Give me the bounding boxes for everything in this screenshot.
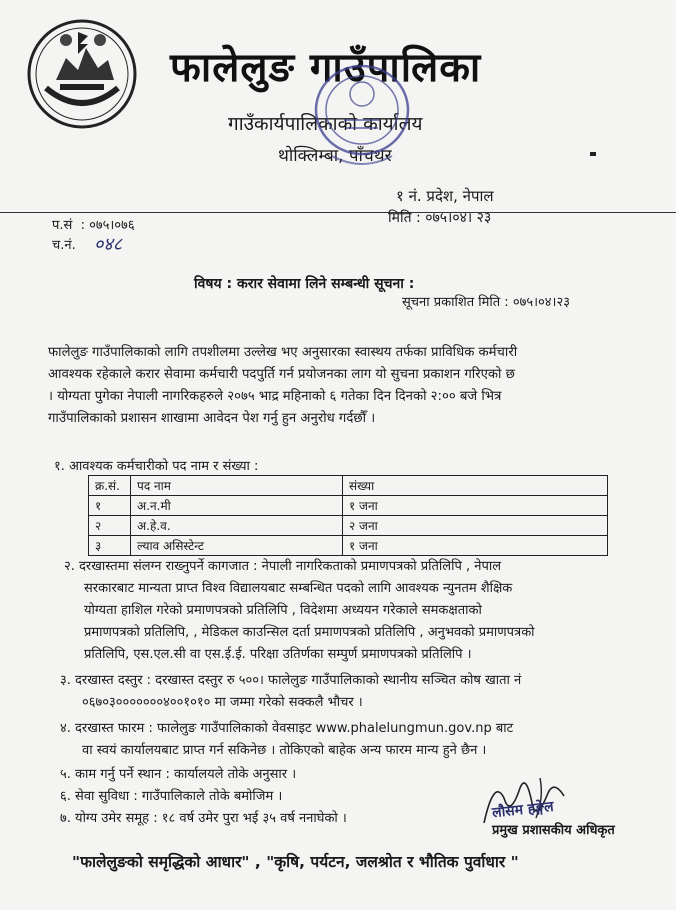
posts-table	[88, 475, 608, 556]
table-cell: ३	[89, 536, 131, 556]
item-2-line: योग्यता हाशिल गरेको प्रमाणपत्रको प्रतिलिपि , विदेशमा अध्ययन गरेकाले समकक्षताको	[84, 603, 482, 618]
office-seal-icon	[312, 60, 412, 172]
ref-ps-label: प.सं	[52, 218, 73, 233]
item-3-line: ०६७०३०००००००४००१०१० मा जम्मा गरेको सक्कलै भौचर ।	[82, 695, 363, 710]
intro-line: गाउँपालिकाको प्रशासन शाखामा आवेदन पेश गर्नु हुन अनुरोध गर्दछौँ ।	[48, 411, 376, 426]
ref-cn-value: ०४८	[94, 234, 123, 255]
ref-ps-value: : ०७५।०७६	[80, 218, 135, 233]
table-row	[89, 516, 608, 536]
office-location: थोक्लिम्बा, पाँचथर	[278, 146, 392, 166]
intro-paragraph	[48, 342, 608, 430]
table-cell: १ जना	[343, 496, 608, 516]
table-cell: १ जना	[343, 536, 608, 556]
table-cell: अ.न.मी	[131, 496, 343, 516]
ink-mark	[590, 152, 596, 156]
col-header: क्र.सं.	[89, 476, 131, 496]
office-name: गाउँकार्यपालिकाको कार्यालय	[228, 113, 423, 135]
slogan: "फालेलुङको समृद्धिको आधार" , "कृषि, पर्यटन, जलश्रोत र भौतिक पुर्वाधार "	[72, 853, 519, 871]
ref-ps	[52, 215, 135, 233]
published-date: सूचना प्रकाशित मिति : ०७५।०४।२३	[402, 295, 570, 310]
item-2-line: २. दरखास्तमा संलग्न राख्नुपर्ने कागजात : नेपाली नागरिकताको प्रमाणपत्रको प्रतिलिपि , नेपाल	[64, 559, 502, 574]
table-header-row	[89, 476, 608, 496]
intro-line: फालेलुङ गाउँपालिकाको लागि तपशीलमा उल्लेख भए अनुसारका स्वास्थय तर्फका प्राविधिक कर्मचारी	[48, 345, 518, 360]
item-2-line: प्रमाणपत्रको प्रतिलिपि, , मेडिकल काउन्सिल दर्ता प्रमाणपत्रको प्रतिलिपि , अनुभवको प्रमाणपत्रको	[84, 625, 535, 640]
header-divider	[0, 212, 676, 213]
table-cell: २	[89, 516, 131, 536]
item-6-line: ६. सेवा सुविधा : गाउँपालिकाले तोके बमोजिम ।	[60, 789, 283, 804]
table-cell: ल्याव असिस्टेन्ट	[131, 536, 343, 556]
signatory-name: लौसम हङ्गेल	[491, 798, 555, 822]
table-cell: १	[89, 496, 131, 516]
org-name: फालेलुङ गाउँपालिका	[170, 45, 482, 91]
item-3-line: ३. दरखास्त दस्तुर : दरखास्त दस्तुर रु ५००। फालेलुङ गाउँपालिकाको स्थानीय सञ्चित कोष खाता नं	[60, 673, 522, 688]
item-2-line: प्रतिलिपि, एस.एल.सी वा एस.ई.ई. परिक्षा उतिर्णका सम्पुर्ण प्रमाणपत्रको प्रतिलिपि ।	[84, 647, 472, 662]
item-2-line: सरकारबाट मान्यता प्राप्त विश्व विद्यालयबाट सम्बन्धित पदको लागि आवश्यक न्युनतम शैक्षिक	[84, 581, 513, 596]
subject-line: विषय : करार सेवामा लिने सम्बन्धी सूचना :	[194, 276, 415, 292]
signatory-role: प्रमुख प्रशासकीय अधिकृत	[492, 823, 615, 838]
item-7-line: ७. योग्य उमेर समूह : १८ वर्ष उमेर पुरा भई ३५ वर्ष ननाघेको ।	[60, 811, 347, 826]
col-header: पद नाम	[131, 476, 343, 496]
item-4-line: वा स्वयं कार्यालयबाट प्राप्त गर्न सकिनेछ । तोकिएको बाहेक अन्य फारम मान्य हुने छैन ।	[82, 743, 487, 758]
item-4-line: ४. दरखास्त फारम : फालेलुङ गाउँपालिकाको वेवसाइट www.phalelungmun.gov.np बाट	[60, 721, 514, 736]
table-row	[89, 496, 608, 516]
intro-line: । योग्यता पुगेका नेपाली नागरिकहरुले २०७५ भाद्र महिनाको ६ गतेका दिन दिनको २:०० बजे भित्र	[48, 389, 502, 404]
table-row	[89, 536, 608, 556]
nepal-emblem-icon	[26, 18, 138, 130]
letter-date: मिति : ०७५।०४। २३	[388, 210, 492, 226]
table-cell: अ.हे.व.	[131, 516, 343, 536]
col-header: संख्या	[343, 476, 608, 496]
section-1-heading: १. आवश्यक कर्मचारीको पद नाम र संख्या :	[54, 459, 259, 474]
table-cell: २ जना	[343, 516, 608, 536]
province-line: १ नं. प्रदेश, नेपाल	[396, 187, 494, 205]
intro-line: आवश्यक रहेकाले करार सेवामा कर्मचारी पदपुर्ति गर्न प्रयोजनका लाग यो सुचना प्रकाशन गरिएको छ	[48, 367, 515, 382]
ref-cn-label: च.नं.	[52, 238, 76, 253]
item-5-line: ५. काम गर्नु पर्ने स्थान : कार्यालयले तोके अनुसार ।	[60, 767, 297, 782]
